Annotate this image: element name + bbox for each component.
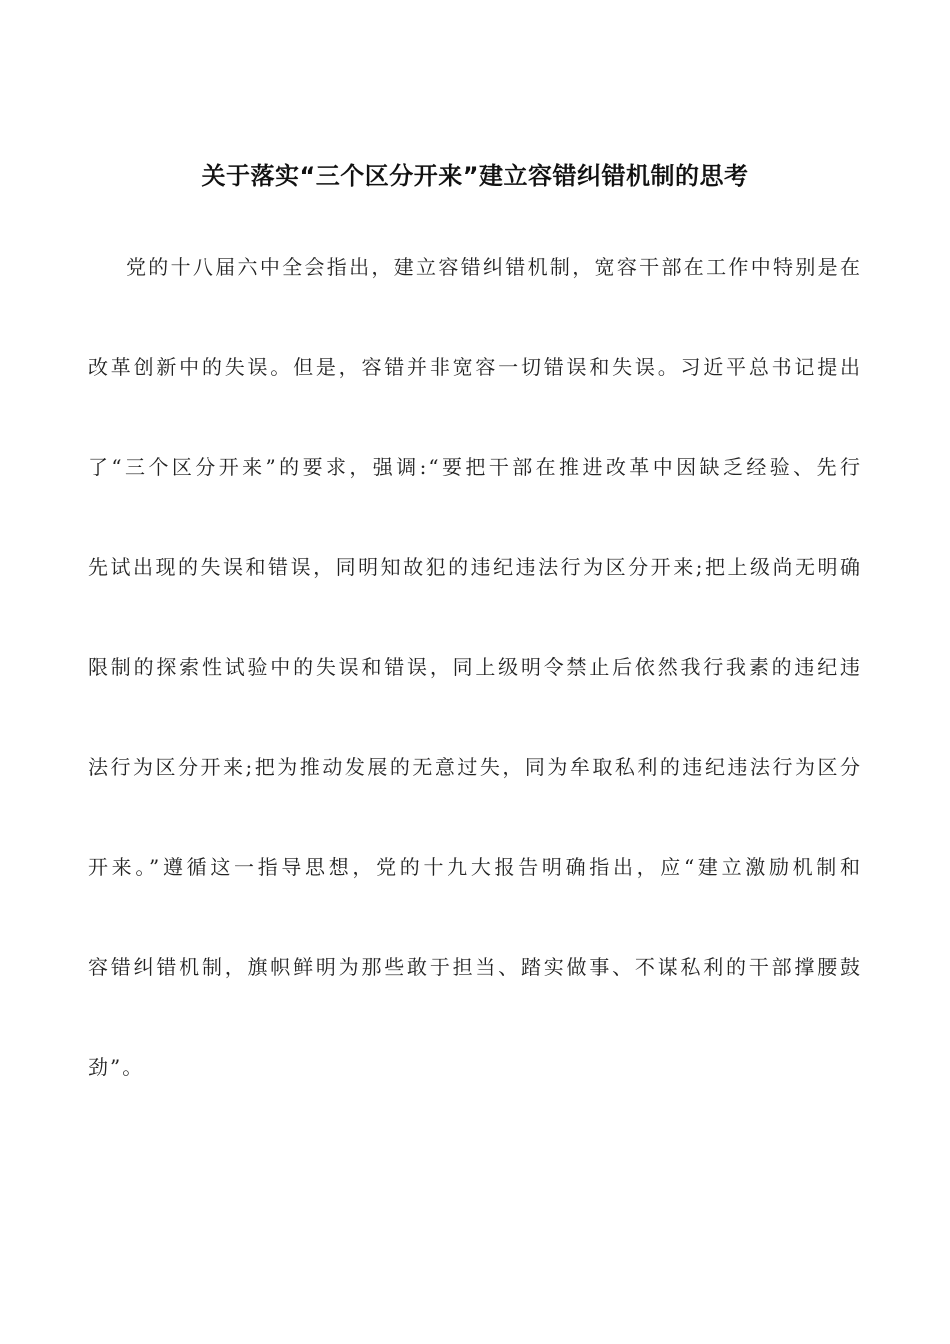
document-title: 关于落实“三个区分开来”建立容错纠错机制的思考 [201,162,749,190]
paragraph-line: 限制的探索性试验中的失误和错误，同上级明令禁止后依然我行我素的违纪违 [88,655,862,679]
paragraph-line: 开来。”遵循这一指导思想，党的十九大报告明确指出，应“建立激励机制和 [88,855,862,879]
paragraph-line: 先试出现的失误和错误，同明知故犯的违纪违法行为区分开来;把上级尚无明确 [88,555,862,579]
paragraph-line: 党的十八届六中全会指出，建立容错纠错机制，宽容干部在工作中特别是在 [126,255,862,279]
paragraph-line: 了“三个区分开来”的要求，强调:“要把干部在推进改革中因缺乏经验、先行 [88,455,862,479]
paragraph-line: 法行为区分开来;把为推动发展的无意过失，同为牟取私利的违纪违法行为区分 [88,755,862,779]
paragraph-line: 容错纠错机制，旗帜鲜明为那些敢于担当、踏实做事、不谋私利的干部撑腰鼓 [88,955,862,979]
paragraph-line: 劲”。 [88,1055,145,1079]
paragraph-line: 改革创新中的失误。但是，容错并非宽容一切错误和失误。习近平总书记提出 [88,355,862,379]
document-body [88,244,862,1144]
